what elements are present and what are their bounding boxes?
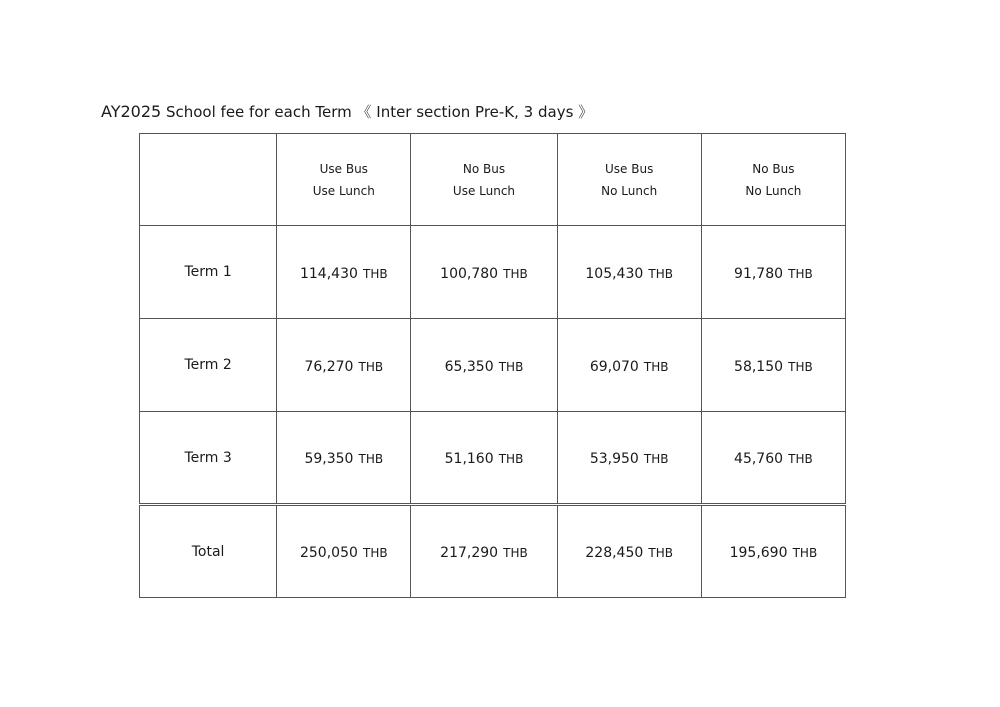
term-2-row <box>140 319 846 412</box>
currency-unit: THB <box>362 546 388 560</box>
fee-amount: 91,780 <box>734 265 784 282</box>
header-line-1: No Bus <box>462 161 506 176</box>
header-line-2: No Lunch <box>601 183 658 198</box>
fee-cell <box>411 319 557 412</box>
fee-amount: 105,430 <box>585 265 644 282</box>
header-cell-use-bus-use-lunch <box>277 134 411 226</box>
currency-unit: THB <box>358 359 384 374</box>
row-label: Term 3 <box>140 412 277 505</box>
fee-amount: 76,270 <box>304 358 354 375</box>
currency-unit: THB <box>643 359 669 374</box>
currency-unit: THB <box>788 452 813 466</box>
fee-cell <box>277 412 411 505</box>
fee-amount: 53,950 <box>589 451 639 467</box>
total-amount: 250,050 <box>299 545 358 561</box>
header-line-2: No Lunch <box>745 183 802 198</box>
header-cell-no-bus-no-lunch <box>701 134 845 226</box>
header-cell-no-bus-use-lunch <box>411 134 557 226</box>
fee-cell <box>411 226 557 319</box>
currency-unit: THB <box>643 452 669 466</box>
total-cell <box>411 505 557 598</box>
currency-unit: THB <box>503 266 528 281</box>
fee-cell <box>277 226 411 319</box>
fee-cell <box>557 412 701 505</box>
fee-amount: 114,430 <box>299 265 358 282</box>
header-line-1: No Bus <box>752 161 795 176</box>
fee-amount: 59,350 <box>304 451 354 467</box>
fee-cell <box>701 412 845 505</box>
fee-amount: 100,780 <box>440 265 499 282</box>
fee-cell <box>411 412 557 505</box>
fee-amount: 45,760 <box>734 451 784 467</box>
term-1-row <box>140 226 846 319</box>
total-cell <box>701 505 845 598</box>
total-cell <box>277 505 411 598</box>
header-corner-cell <box>140 134 277 226</box>
document-title <box>101 101 593 122</box>
row-label: Term 1 <box>140 226 277 319</box>
total-row <box>140 505 846 598</box>
header-line-1: Use Bus <box>319 161 368 176</box>
fee-cell <box>557 319 701 412</box>
currency-unit: THB <box>792 546 818 560</box>
currency-unit: THB <box>648 266 673 281</box>
header-cell-use-bus-no-lunch <box>557 134 701 226</box>
fee-cell <box>277 319 411 412</box>
title-text: School fee for each Term 《 Inter section Pre-K, 3 days 》 <box>161 103 594 121</box>
currency-unit: THB <box>788 266 813 281</box>
total-amount: 195,690 <box>729 545 788 561</box>
fee-cell <box>701 319 845 412</box>
fee-table <box>139 133 846 598</box>
currency-unit: THB <box>498 359 524 374</box>
total-label: Total <box>140 505 277 598</box>
fee-amount: 69,070 <box>589 358 639 375</box>
fee-amount: 51,160 <box>444 451 494 467</box>
total-amount: 217,290 <box>440 545 499 561</box>
total-amount: 228,450 <box>585 545 644 561</box>
term-3-row <box>140 412 846 505</box>
row-label: Term 2 <box>140 319 277 412</box>
total-cell <box>557 505 701 598</box>
currency-unit: THB <box>788 359 813 374</box>
fee-amount: 65,350 <box>444 358 494 375</box>
fee-cell <box>557 226 701 319</box>
header-line-2: Use Lunch <box>452 183 516 198</box>
currency-unit: THB <box>648 546 673 560</box>
currency-unit: THB <box>362 266 388 281</box>
currency-unit: THB <box>358 452 384 466</box>
header-line-1: Use Bus <box>605 161 654 176</box>
currency-unit: THB <box>498 452 524 466</box>
fee-amount: 58,150 <box>734 358 784 375</box>
header-row <box>140 134 846 226</box>
fee-cell <box>701 226 845 319</box>
header-line-2: Use Lunch <box>312 183 375 198</box>
currency-unit: THB <box>503 546 528 560</box>
title-year: AY2025 <box>101 102 162 121</box>
